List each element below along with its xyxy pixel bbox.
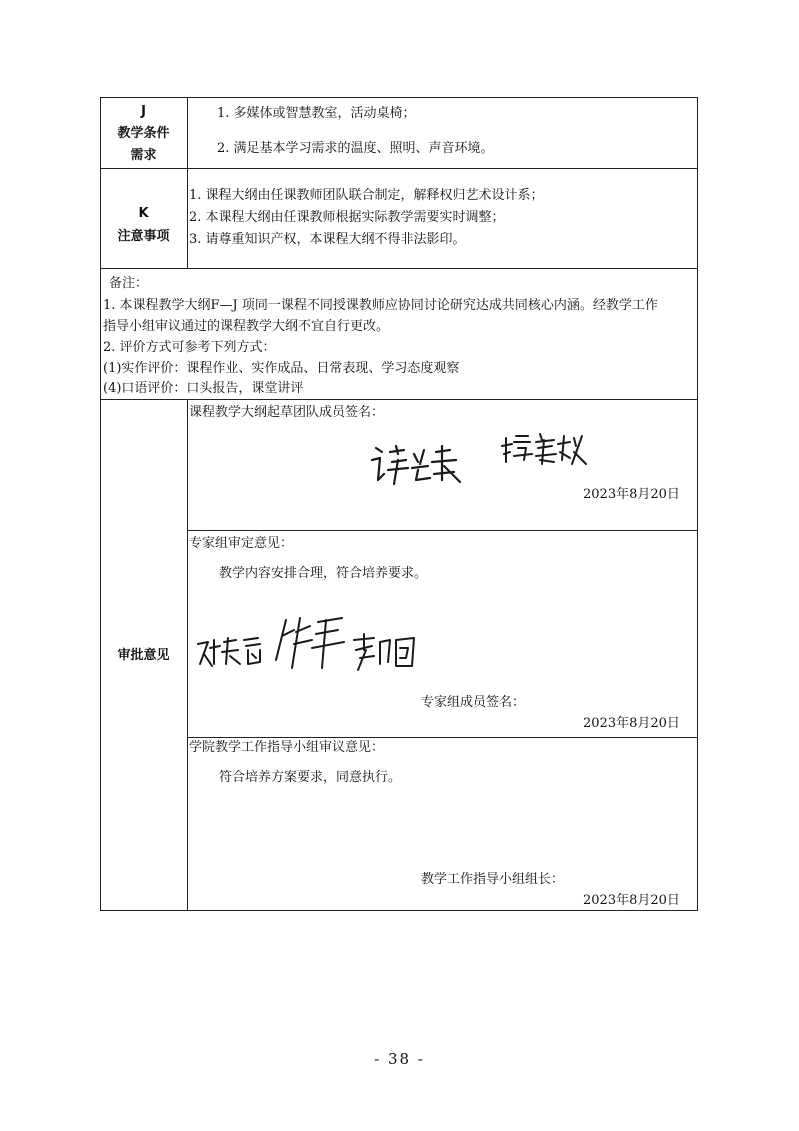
- section-j-code: J: [141, 104, 146, 119]
- row-divider: [187, 530, 698, 531]
- row-divider: [100, 168, 698, 169]
- column-divider: [187, 97, 188, 268]
- page-number: - 38 -: [374, 1050, 425, 1068]
- expert-sign-label: 专家组成员签名：: [421, 695, 526, 710]
- section-j-item: 1. 多媒体或智慧教室，活动桌椅；: [217, 106, 416, 121]
- expert-opinion: 教学内容安排合理，符合培养要求。: [219, 566, 428, 581]
- college-heading: 学院教学工作指导小组审议意见：: [189, 740, 385, 755]
- row-divider: [187, 737, 698, 738]
- section-j-item: 2. 满足基本学习需求的温度、照明、声音环境。: [217, 141, 494, 156]
- college-opinion: 符合培养方案要求，同意执行。: [219, 770, 402, 785]
- college-sign-label: 教学工作指导小组组长：: [421, 872, 565, 887]
- approval-label: 审批意见: [117, 648, 170, 663]
- drafting-heading: 课程教学大纲起草团队成员签名：: [189, 405, 385, 420]
- signature-drafter-1: [368, 440, 468, 490]
- row-divider: [100, 268, 698, 269]
- college-date: 2023年8月20日: [583, 893, 680, 908]
- section-j-title-cont: 需求: [130, 148, 157, 163]
- expert-heading: 专家组审定意见：: [189, 536, 294, 551]
- remarks-line: (1)实作评价：课程作业、实作成品、日常表现、学习态度观察: [103, 361, 460, 376]
- remarks-line: (4)口语评价：口头报告，课堂讲评: [103, 381, 304, 396]
- section-k-item: 1. 课程大纲由任课教师团队联合制定，解释权归艺术设计系；: [189, 188, 544, 203]
- remarks-line: 指导小组审议通过的课程教学大纲不宜自行更改。: [103, 319, 390, 334]
- signature-drafter-2: [500, 430, 590, 470]
- section-k-item: 2. 本课程大纲由任课教师根据实际教学需要实时调整；: [189, 210, 505, 225]
- signature-expert-3: [348, 630, 420, 674]
- column-divider: [187, 399, 188, 911]
- row-divider: [100, 399, 698, 400]
- drafting-date: 2023年8月20日: [583, 487, 680, 502]
- section-k-title: 注意事项: [117, 229, 170, 244]
- section-j-title: 教学条件: [117, 126, 170, 141]
- expert-date: 2023年8月20日: [583, 716, 680, 731]
- signature-expert-2: [272, 612, 348, 674]
- remarks-line: 2. 评价方式可参考下列方式：: [103, 340, 276, 355]
- remarks-heading: 备注：: [109, 276, 149, 291]
- section-k-code: K: [138, 206, 149, 221]
- section-k-item: 3. 请尊重知识产权，本课程大纲不得非法影印。: [189, 232, 466, 247]
- remarks-line: 1. 本课程教学大纲F—J 项同一课程不同授课教师应协同讨论研究达成共同核心内涵。经教学工作: [103, 298, 658, 313]
- signature-expert-1: [194, 630, 268, 672]
